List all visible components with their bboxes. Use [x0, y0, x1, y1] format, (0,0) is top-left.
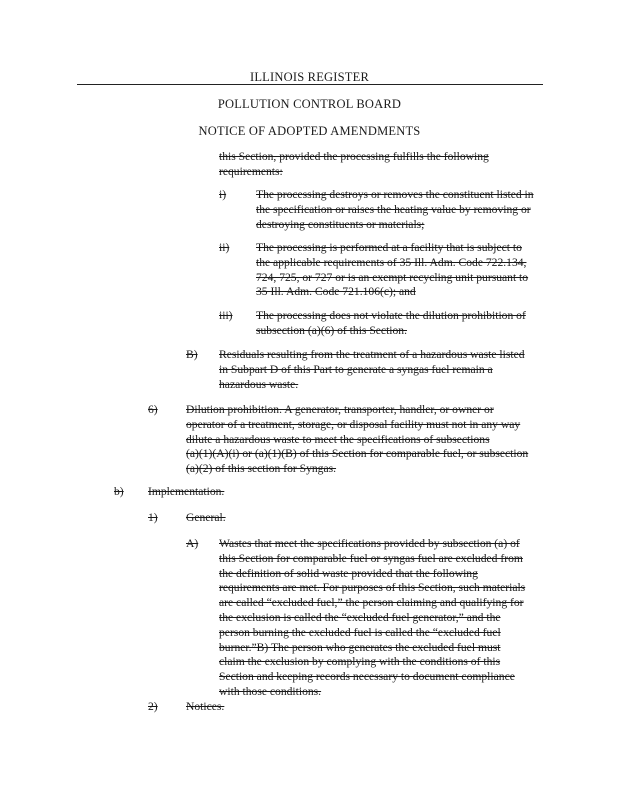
text-line: The processing is performed at a facility that is subject to [256, 241, 522, 254]
text-line: The processing destroys or removes the constituent listed in [256, 188, 534, 201]
item-label: i) [219, 188, 227, 201]
text-line: Notices. [186, 700, 225, 713]
text-line: requirements: [219, 164, 283, 178]
text-line: the specification or raises the heating value by removing or [256, 202, 531, 216]
text-line: dilute a hazardous waste to meet the specifications of subsections [186, 432, 490, 446]
text-line: the exclusion is called the “excluded fuel generator,” and the [219, 610, 501, 624]
item-text [186, 403, 528, 477]
notice-title: NOTICE OF ADOPTED AMENDMENTS [198, 124, 421, 138]
item-text [256, 241, 528, 300]
item-label: ii) [219, 241, 230, 254]
text-line: Implementation. [148, 485, 225, 498]
text-line: Wastes that meet the specifications provided by subsection (a) of [219, 537, 520, 550]
item-text [219, 537, 525, 700]
text-line: Dilution prohibition. A generator, transporter, handler, or owner or [186, 403, 494, 416]
text-line: the definition of solid waste provided that the following [219, 566, 478, 580]
text-line: claim the exclusion by complying with the conditions of this [219, 655, 501, 669]
item-label: 2) [148, 700, 158, 713]
text-line: requirements are met. For purposes of this Section, such materials [219, 581, 526, 595]
text-line: (a)(1)(A)(i) or (a)(1)(B) of this Section for comparable fuel, or subsection [186, 447, 529, 461]
item-label: 1) [148, 511, 158, 524]
item-text [256, 188, 534, 232]
text-line: burner.”B) The person who generates the excluded fuel must [219, 640, 501, 654]
item-label: 6) [148, 403, 158, 416]
text-line: with those conditions. [219, 684, 322, 698]
item-text [256, 309, 526, 339]
text-line: 724, 725, or 727 or is an exempt recycling unit pursuant to [256, 270, 529, 284]
text-line: in Subpart D of this Part to generate a syngas fuel remain a [219, 362, 493, 376]
text-line: subsection (a)(6) of this Section. [256, 323, 408, 337]
text-line: Residuals resulting from the treatment of a hazardous waste listed [219, 348, 525, 361]
item-label: b) [114, 485, 124, 498]
intro-paragraph [219, 150, 489, 180]
board-title: POLLUTION CONTROL BOARD [217, 97, 402, 111]
text-line: the applicable requirements of 35 Ill. Adm. Code 722.134, [256, 255, 527, 269]
item-text [186, 700, 224, 715]
text-line: hazardous waste. [219, 377, 299, 391]
text-line: 35 Ill. Adm. Code 721.106(c); and [256, 285, 416, 299]
text-line: person burning the excluded fuel is called the “excluded fuel [219, 625, 501, 639]
item-label: iii) [219, 309, 233, 322]
text-line: General. [186, 511, 226, 524]
text-line: The processing does not violate the dilution prohibition of [256, 309, 526, 322]
item-text [148, 485, 224, 500]
item-label: A) [186, 537, 199, 550]
text-line: Section and keeping records necessary to document compliance [219, 670, 515, 684]
text-line: destroying constituents or materials; [256, 217, 425, 231]
item-text [186, 511, 226, 526]
header-rule [77, 84, 543, 85]
text-line: are called “excluded fuel,” the person claiming and qualifying for [219, 596, 524, 610]
text-line: operator of a treatment, storage, or disposal facility must not in any way [186, 417, 521, 431]
text-line: this Section for comparable fuel or syngas fuel are excluded from [219, 551, 523, 565]
text-line: this Section, provided the processing fulfills the following [219, 150, 489, 163]
item-label: B) [186, 348, 198, 361]
item-text [219, 348, 525, 392]
text-line: (a)(2) of this section for Syngas. [186, 462, 337, 476]
register-title: ILLINOIS REGISTER [249, 70, 369, 84]
